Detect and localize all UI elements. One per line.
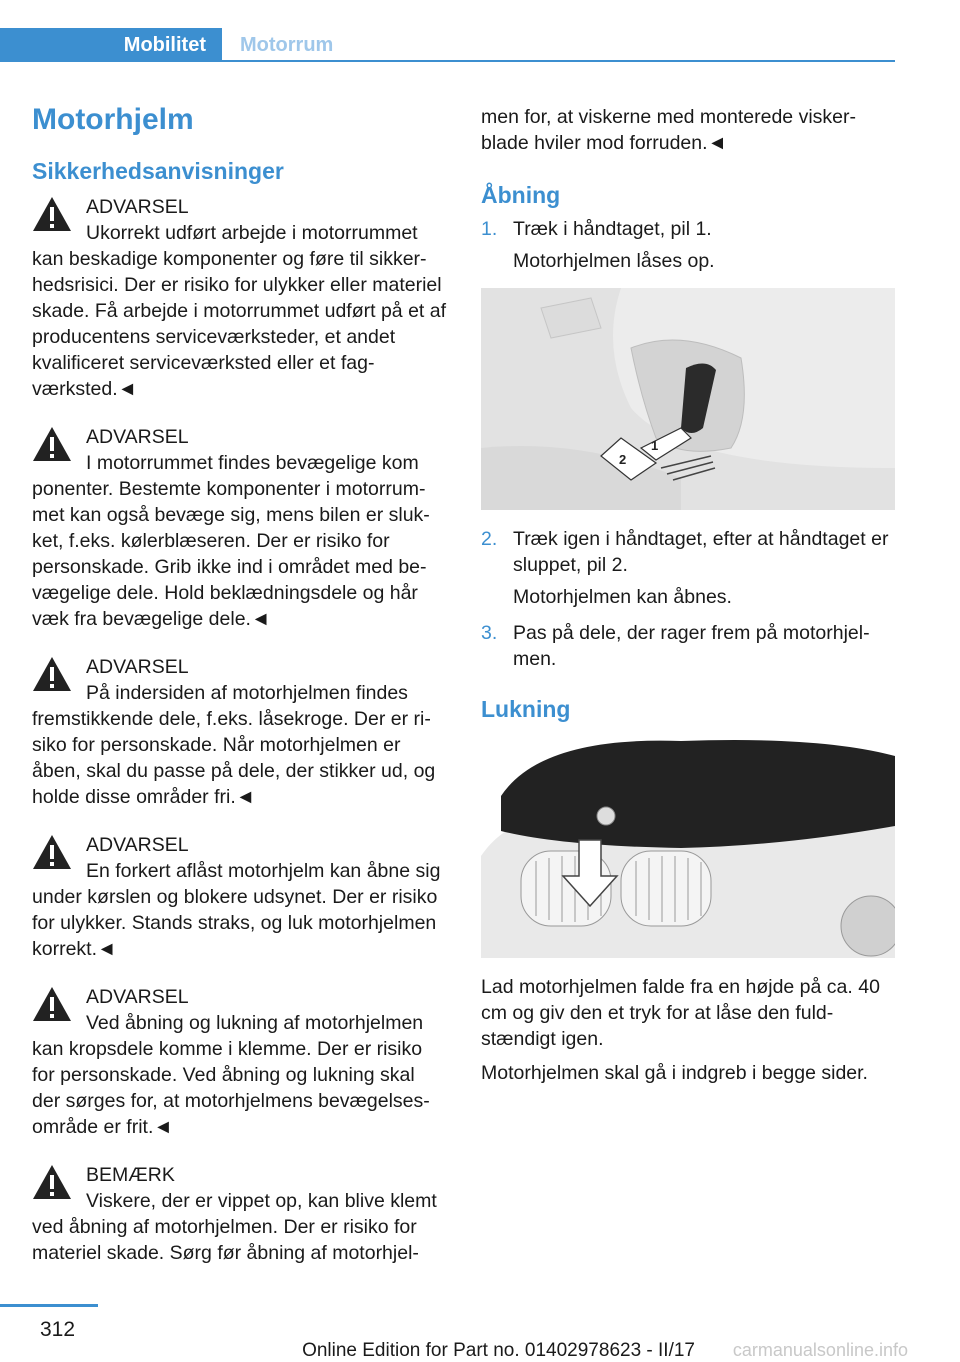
warning-triangle-icon xyxy=(32,986,72,1022)
warning-text-rest: kan beskadige komponenter og føre til sikkerhedsrisici. Der er risiko for ulykker eller materiel skade. Få arbejde i motorrummet udført på et af producentens serviceværksteder, et andet kvalificeret serviceværksted eller et fagværksted.◄ xyxy=(32,248,447,400)
step-number: 2. xyxy=(481,528,498,550)
closing-instruction: Lad motorhjelmen falde fra en højde på ca. 40 cm og giv den et tryk for at låse den fuldstændigt igen. xyxy=(481,976,880,1050)
section-title-closing: Lukning xyxy=(481,696,571,722)
warning-title: ADVARSEL xyxy=(86,986,189,1008)
step-number: 1. xyxy=(481,218,498,240)
warning-triangle-icon xyxy=(32,1164,72,1200)
continuation-text: men for, at viskerne med monterede viskerblade hviler mod forruden.◄ xyxy=(481,106,856,154)
warning-text xyxy=(32,858,448,962)
warning-block xyxy=(32,1162,448,1266)
step-3 xyxy=(481,620,895,672)
page-number: 312 xyxy=(40,1318,76,1341)
step-text: Træk igen i håndtaget, efter at håndtaget er sluppet, pil 2. xyxy=(513,528,889,576)
warning-text xyxy=(32,1188,448,1266)
warning-block xyxy=(32,654,448,810)
hood-release-illustration xyxy=(481,288,895,510)
warning-block xyxy=(32,194,448,402)
warning-block xyxy=(32,832,448,962)
warning-title: ADVARSEL xyxy=(86,834,189,856)
step-2-result: Motorhjelmen kan åbnes. xyxy=(513,586,732,608)
warning-text-first-line: Viskere, der er vippet op, kan blive klemt xyxy=(86,1190,437,1212)
warning-text xyxy=(32,450,448,632)
arrow-label-1: 1 xyxy=(651,438,659,453)
warning-text xyxy=(32,680,448,810)
watermark: carmanualsonline.info xyxy=(732,1340,908,1360)
warning-text-first-line: En forkert aflåst motorhjelm kan åbne sig xyxy=(86,860,441,882)
warning-text-first-line: Ved åbning og lukning af motorhjelmen xyxy=(86,1012,424,1034)
closing-note: Motorhjelmen skal gå i indgreb i begge sider. xyxy=(481,1062,868,1084)
footer-divider xyxy=(0,1304,98,1307)
section-title-opening: Åbning xyxy=(481,182,561,208)
warning-triangle-icon xyxy=(32,656,72,692)
warning-text xyxy=(32,220,448,402)
step-2 xyxy=(481,526,895,578)
warning-text-rest: ponenter. Bestemte komponenter i motorrummet kan også bevæge sig, mens bilen er slukket, f.eks. kølerblæseren. Der er risiko for personskade. Grib ikke ind i området med bevægelige dele. Hold beklædningsdele og hår væk fra bevægelige dele.◄ xyxy=(32,478,430,630)
hood-closing-figure xyxy=(481,736,895,958)
warning-title: BEMÆRK xyxy=(86,1164,175,1186)
header-divider xyxy=(222,60,895,62)
step-1 xyxy=(481,216,895,242)
warning-text-rest: kan kropsdele komme i klemme. Der er risiko for personskade. Ved åbning og lukning skal der sørges for, at motorhjelmens bevægelsesområde er frit.◄ xyxy=(32,1038,430,1138)
warning-text xyxy=(32,1010,448,1140)
warning-text-first-line: I motorrummet findes bevægelige kom xyxy=(86,452,419,474)
page-title: Motorhjelm xyxy=(32,103,194,136)
warning-title: ADVARSEL xyxy=(86,196,189,218)
warning-text-rest: under kørslen og blokere udsynet. Der er risiko for ulykker. Stands straks, og luk motorhjelmen korrekt.◄ xyxy=(32,886,438,960)
warning-block xyxy=(32,424,448,632)
warning-text-first-line: Ukorrekt udført arbejde i motorrummet xyxy=(86,222,418,244)
warning-triangle-icon xyxy=(32,426,72,462)
step-1-result: Motorhjelmen låses op. xyxy=(513,250,715,272)
right-column xyxy=(481,104,895,1086)
tab-mobilitet[interactable]: Mobilitet xyxy=(0,28,222,62)
left-column xyxy=(32,100,448,1288)
warning-title: ADVARSEL xyxy=(86,426,189,448)
hood-release-lever-figure xyxy=(481,288,895,510)
warning-text-rest: ved åbning af motorhjelmen. Der er risiko for materiel skade. Sørg før åbning af motorhjel- xyxy=(32,1216,419,1264)
tab-motorrum[interactable]: Motorrum xyxy=(240,34,334,56)
header-tabbar xyxy=(0,28,895,62)
warning-text-first-line: På indersiden af motorhjelmen findes xyxy=(86,682,408,704)
step-text: Træk i håndtaget, pil 1. xyxy=(513,218,712,240)
warning-block xyxy=(32,984,448,1140)
arrow-label-2: 2 xyxy=(619,452,627,467)
car-hood-illustration xyxy=(481,736,895,958)
warning-triangle-icon xyxy=(32,834,72,870)
edition-text: Online Edition for Part no. 01402978623 - II/17 xyxy=(302,1340,695,1361)
warning-triangle-icon xyxy=(32,196,72,232)
section-title-safety: Sikkerhedsanvisninger xyxy=(32,158,284,184)
warning-text-rest: fremstikkende dele, f.eks. låsekroge. Der er risiko for personskade. Når motorhjelmen er åben, skal du passe på dele, der stikker ud, og holde disse områder fri.◄ xyxy=(32,708,436,808)
warning-title: ADVARSEL xyxy=(86,656,189,678)
step-text: Pas på dele, der rager frem på motorhjelmen. xyxy=(513,622,870,670)
step-number: 3. xyxy=(481,622,498,644)
